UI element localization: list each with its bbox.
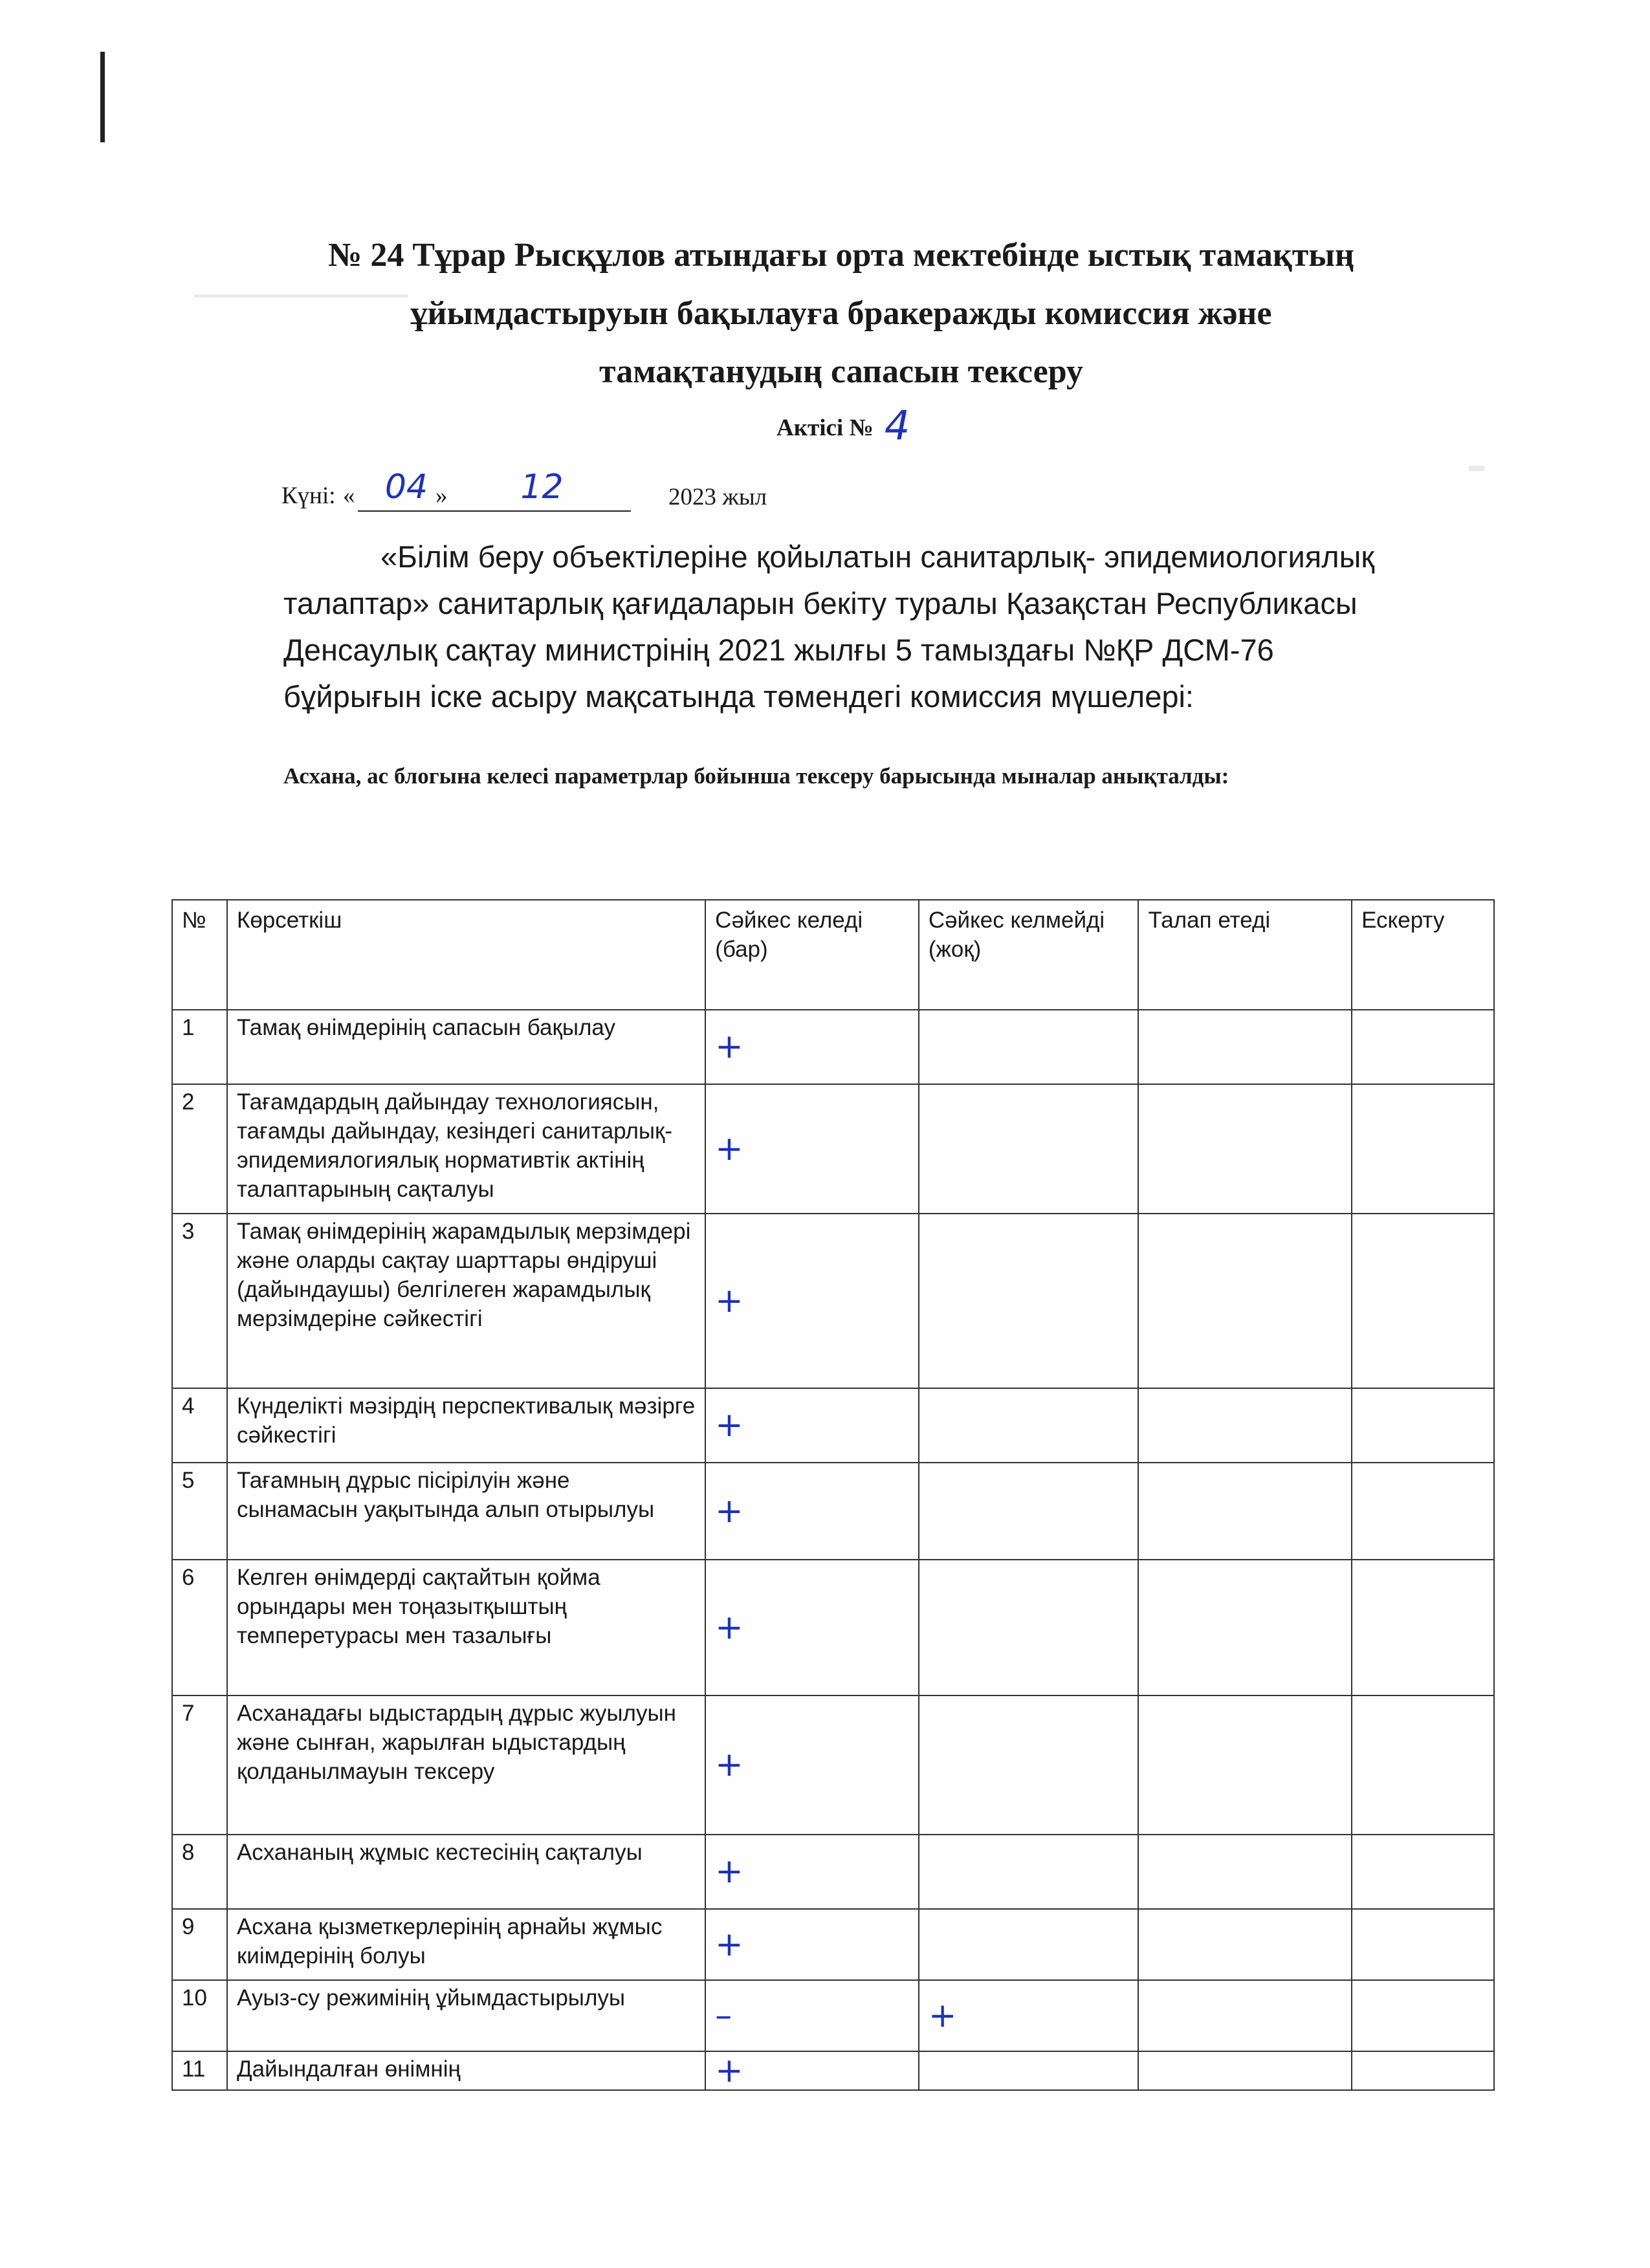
cell-compliant: + <box>705 1835 919 1909</box>
table-row <box>172 1835 1494 1909</box>
cell-indicator: Тамақ өнімдерінің сапасын бақылау <box>227 1010 705 1084</box>
cell-noncompliant: + <box>919 1980 1139 2051</box>
cell-note <box>1352 1214 1494 1388</box>
cell-noncompliant <box>919 1214 1139 1388</box>
date-year: 2023 жыл <box>668 484 767 510</box>
cell-note <box>1352 1696 1494 1835</box>
cell-note <box>1352 1560 1494 1696</box>
cell-compliant: + <box>705 1010 919 1084</box>
table-row <box>172 1980 1494 2051</box>
header-note: Ескерту <box>1352 900 1494 1010</box>
cell-indicator: Асхана қызметкерлерінің арнайы жұмыс киімдерінің болуы <box>227 1909 705 1980</box>
cell-num: 8 <box>172 1835 227 1909</box>
cell-note <box>1352 1463 1494 1560</box>
act-label: Актісі № <box>776 415 874 441</box>
cell-compliant: + <box>705 1214 919 1388</box>
date-open-quote: « <box>343 483 355 509</box>
cell-noncompliant <box>919 1010 1139 1084</box>
table-row <box>172 2051 1494 2090</box>
cell-compliant: + <box>705 1084 919 1214</box>
cell-num: 9 <box>172 1909 227 1980</box>
date-day-handwritten: 04 <box>358 468 455 512</box>
cell-indicator: Дайындалған өнімнің <box>227 2051 705 2090</box>
intro-line-2: талаптар» санитарлық қағидаларын бекіту туралы Қазақстан Республикасы <box>283 586 1358 620</box>
act-number-handwritten: 4 <box>884 402 910 449</box>
date-month-handwritten: 12 <box>453 468 631 512</box>
table-row <box>172 1560 1494 1696</box>
title-line-2: ұйымдастыруын бақылауға бракеражды комиссия және <box>410 295 1272 332</box>
cell-indicator: Тамақ өнімдерінің жарамдылық мерзімдері және оларды сақтау шарттары өндіруші (дайындаушы) белгілеген жарамдылық мерзімдеріне сәйкестігі <box>227 1214 705 1388</box>
cell-note <box>1352 1909 1494 1980</box>
cell-noncompliant <box>919 1909 1139 1980</box>
cell-num: 6 <box>172 1560 227 1696</box>
intro-paragraph <box>283 534 1539 720</box>
cell-compliant: + <box>705 2051 919 2090</box>
date-line <box>281 468 1187 514</box>
cell-requires <box>1138 1696 1352 1835</box>
table-row <box>172 1463 1494 1560</box>
title-line-1: № 24 Тұрар Рысқұлов атындағы орта мектебінде ыстық тамақтың <box>328 237 1354 274</box>
cell-requires <box>1138 1388 1352 1463</box>
date-label: Күні: <box>281 483 336 509</box>
intro-line-4: бұйрығын іске асыру мақсатында төмендегі комиссия мүшелері: <box>283 679 1194 714</box>
cell-requires <box>1138 1214 1352 1388</box>
cell-noncompliant <box>919 2051 1139 2090</box>
cell-noncompliant <box>919 1084 1139 1214</box>
scan-smudge <box>1469 466 1484 471</box>
intro-line-3: Денсаулық сақтау министрінің 2021 жылғы 5 тамыздағы №ҚР ДСМ-76 <box>283 633 1274 667</box>
table-row <box>172 1010 1494 1084</box>
cell-num: 5 <box>172 1463 227 1560</box>
cell-note <box>1352 1010 1494 1084</box>
cell-compliant: + <box>705 1388 919 1463</box>
cell-num: 1 <box>172 1010 227 1084</box>
cell-num: 11 <box>172 2051 227 2090</box>
cell-requires <box>1138 1010 1352 1084</box>
table-row <box>172 1909 1494 1980</box>
table-row <box>172 1388 1494 1463</box>
cell-compliant: + <box>705 1463 919 1560</box>
cell-note <box>1352 1835 1494 1909</box>
cell-indicator: Асхананың жұмыс кестесінің сақталуы <box>227 1835 705 1909</box>
cell-requires <box>1138 1835 1352 1909</box>
table-row <box>172 1214 1494 1388</box>
title-line-3: тамақтанудың сапасын тексеру <box>599 353 1083 390</box>
cell-num: 3 <box>172 1214 227 1388</box>
cell-noncompliant <box>919 1388 1139 1463</box>
cell-noncompliant <box>919 1463 1139 1560</box>
header-noncompliant: Сәйкес келмейді (жоқ) <box>919 900 1139 1010</box>
cell-num: 7 <box>172 1696 227 1835</box>
cell-requires <box>1138 2051 1352 2090</box>
cell-noncompliant <box>919 1560 1139 1696</box>
act-heading <box>776 398 910 449</box>
date-close-quote: » <box>435 483 448 509</box>
cell-note <box>1352 2051 1494 2090</box>
cell-requires <box>1138 1980 1352 2051</box>
cell-requires <box>1138 1084 1352 1214</box>
cell-compliant: + <box>705 1909 919 1980</box>
cell-note <box>1352 1980 1494 2051</box>
cell-noncompliant <box>919 1835 1139 1909</box>
cell-compliant: + <box>705 1560 919 1696</box>
header-indicator: Көрсеткіш <box>227 900 705 1010</box>
margin-mark <box>100 52 105 142</box>
cell-compliant: – <box>705 1980 919 2051</box>
cell-indicator: Ауыз-су режимінің ұйымдастырылуы <box>227 1980 705 2051</box>
cell-indicator: Тағамның дұрыс пісірілуін және сынамасын уақытында алып отырылуы <box>227 1463 705 1560</box>
cell-note <box>1352 1388 1494 1463</box>
header-requires: Талап етеді <box>1138 900 1352 1010</box>
cell-num: 10 <box>172 1980 227 2051</box>
table-header-row <box>172 900 1494 1010</box>
table-row <box>172 1696 1494 1835</box>
subheading: Асхана, ас блогына келесі параметрлар бойынша тексеру барысында мыналар анықталды: <box>283 763 1229 789</box>
cell-indicator: Асханадағы ыдыстардың дұрыс жуылуын және сынған, жарылған ыдыстардың қолданылмауын тексеру <box>227 1696 705 1835</box>
table-row <box>172 1084 1494 1214</box>
cell-indicator: Келген өнімдерді сақтайтын қойма орындары мен тоңазытқыштың темперетурасы мен тазалығы <box>227 1560 705 1696</box>
cell-note <box>1352 1084 1494 1214</box>
document-title <box>194 226 1488 401</box>
intro-line-1: «Білім беру объектілеріне қойылатын санитарлық- эпидемиологиялық <box>380 540 1374 574</box>
cell-requires <box>1138 1560 1352 1696</box>
cell-num: 4 <box>172 1388 227 1463</box>
cell-noncompliant <box>919 1696 1139 1835</box>
header-num: № <box>172 900 227 1010</box>
cell-num: 2 <box>172 1084 227 1214</box>
header-compliant: Сәйкес келеді (бар) <box>705 900 919 1010</box>
cell-requires <box>1138 1909 1352 1980</box>
cell-compliant: + <box>705 1696 919 1835</box>
cell-requires <box>1138 1463 1352 1560</box>
cell-indicator: Тағамдардың дайындау технологиясын, тағамды дайындау, кезіндегі санитарлық-эпидемиялогиялық нормативтік актінің талаптарының сақталуы <box>227 1084 705 1214</box>
inspection-table <box>171 899 1495 2091</box>
cell-indicator: Күнделікті мәзірдің перспективалық мәзірге сәйкестігі <box>227 1388 705 1463</box>
